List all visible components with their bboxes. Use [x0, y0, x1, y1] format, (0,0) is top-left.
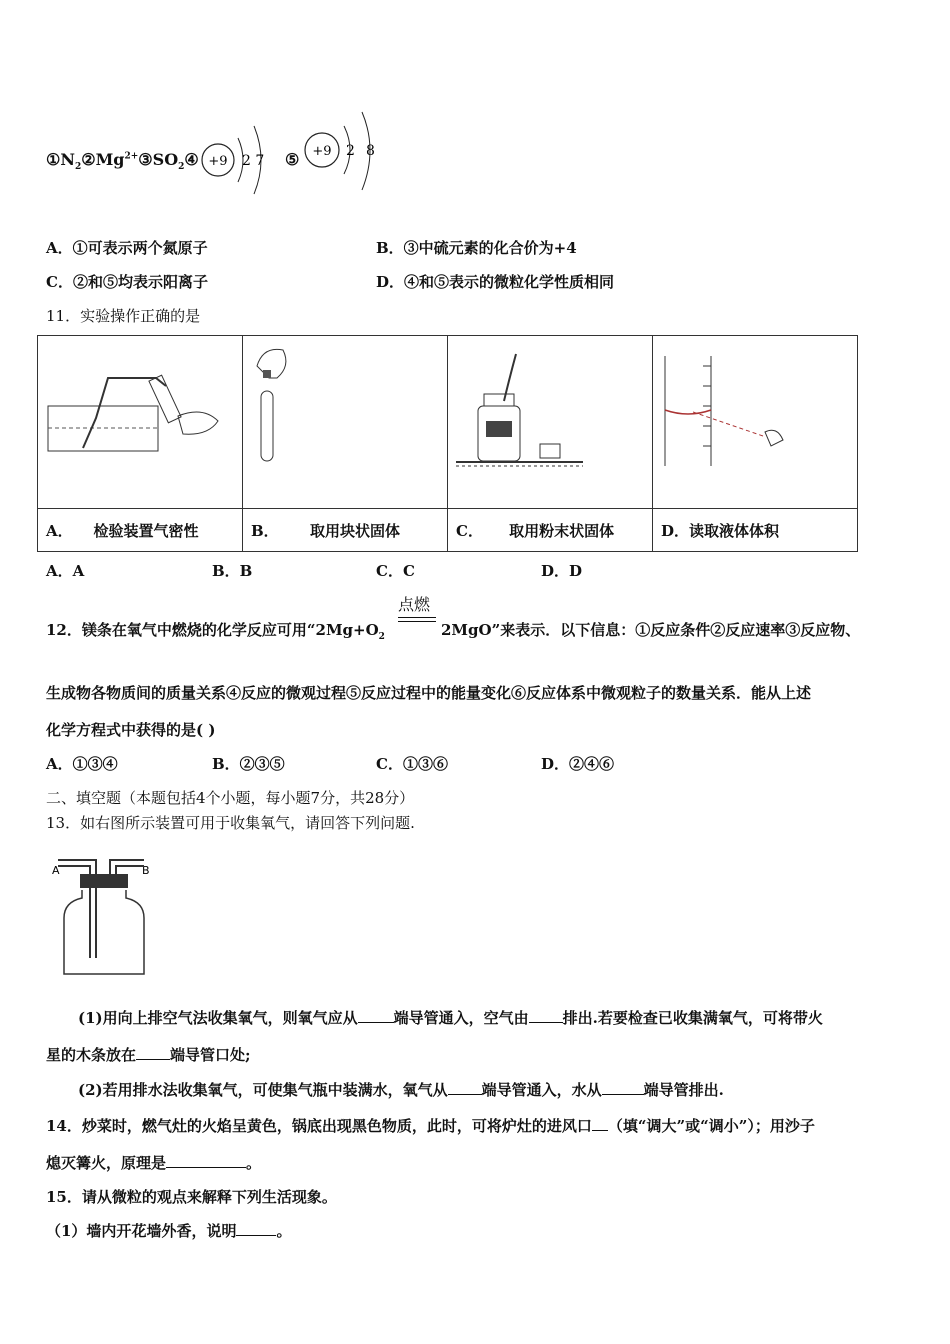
q10-formula-line: $①N_2②Mg^{2+}③SO_2④$: [46, 150, 199, 173]
svg-text:A: A: [52, 864, 60, 877]
q12-reaction-condition: 点燃: [398, 595, 431, 614]
cell-block-solid-image: [243, 336, 448, 509]
caption-c: C． 取用粉末状固体: [448, 509, 653, 552]
q13-stem: 13．如右图所示装置可用于收集氧气，请回答下列问题.: [46, 814, 415, 832]
powder-solid-drawing: [448, 336, 644, 508]
airtightness-check-drawing: [38, 336, 234, 508]
q11-option-d[interactable]: D．D: [541, 562, 583, 580]
q12-option-d[interactable]: D．②④⑥: [541, 755, 615, 773]
caption-b: B． 取用块状固体: [243, 509, 448, 552]
q14-line1: 14．炒菜时，燃气灶的火焰呈黄色，锅底出现黑色物质，此时，可将炉灶的进风口 （填“调大”或“调小”）；用沙子: [46, 1117, 815, 1135]
q12-option-b[interactable]: B．②③⑤: [212, 755, 285, 773]
q15-subquestion-1: （1）墙内开花墙外香，说明 。: [46, 1222, 292, 1240]
svg-text:2 7: 2 7: [242, 153, 265, 169]
q12-option-a[interactable]: A．①③④: [46, 755, 118, 773]
svg-text:+9: +9: [312, 144, 332, 159]
cell-airtightness-image: [38, 336, 243, 509]
atom-structure-4: [198, 118, 278, 198]
section-2-heading: 二、填空题（本题包括4个小题，每小题7分，共28分）: [46, 789, 415, 807]
q11-operations-table: [37, 335, 858, 552]
q11-stem: 11．实验操作正确的是: [46, 307, 201, 325]
cell-powder-solid-image: [448, 336, 653, 509]
q13-part1-line1: (1)用向上排空气法收集氧气，则氧气应从 端导管通入，空气由 排出.若要检查已收集满氧气，可将带火: [78, 1009, 823, 1027]
q12-stem-line2: 生成物各物质间的质量关系④反应的微观过程⑤反应过程中的能量变化⑥反应体系中微观粒子的数量关系．能从上述: [46, 684, 812, 702]
q13-part2: (2)若用排水法收集氧气，可使集气瓶中装满水，氧气从 端导管通入，水从 端导管排出.: [78, 1081, 724, 1099]
q15-stem: 15．请从微粒的观点来解释下列生活现象。: [46, 1188, 337, 1206]
q10-item5-label: ⑤: [285, 150, 300, 169]
gas-bottle-drawing: [50, 848, 160, 983]
q14-line2: 熄灭篝火，原理是 。: [46, 1154, 262, 1172]
svg-text:2: 2: [346, 143, 355, 159]
q10-option-d[interactable]: D．④和⑤表示的微粒化学性质相同: [376, 273, 615, 291]
caption-d: D．读取液体体积: [653, 509, 858, 552]
q10-option-a[interactable]: A．①可表示两个氮原子: [46, 239, 208, 257]
atom-structure-5: [300, 108, 390, 198]
svg-text:B: B: [142, 864, 150, 877]
q11-option-a[interactable]: A．A: [46, 562, 85, 580]
q12-stem-line3: 化学方程式中获得的是( ): [46, 721, 216, 739]
q10-option-c[interactable]: C．②和⑤均表示阳离子: [46, 273, 208, 291]
q12-stem-part1: 12．镁条在氧气中燃烧的化学反应可用“$2Mg+O_2$: [46, 621, 385, 642]
q12-equals-top: [398, 617, 436, 618]
svg-text:+9: +9: [208, 154, 228, 169]
q12-equals-bottom: [398, 621, 436, 622]
q11-option-c[interactable]: C．C: [376, 562, 415, 580]
cell-read-volume-image: [653, 336, 858, 509]
read-volume-drawing: [653, 336, 849, 508]
q10-option-b[interactable]: B．③中硫元素的化合价为+4: [376, 239, 577, 257]
q12-stem-part2: 2MgO”来表示．以下信息：①反应条件②反应速率③反应物、: [441, 621, 861, 639]
block-solid-drawing: [243, 336, 439, 508]
caption-a: A． 检验装置气密性: [38, 509, 243, 552]
q12-option-c[interactable]: C．①③⑥: [376, 755, 448, 773]
svg-text:8: 8: [366, 143, 375, 159]
q11-option-b[interactable]: B．B: [212, 562, 253, 580]
q13-part1-line2: 星的木条放在 端导管口处;: [46, 1046, 251, 1064]
